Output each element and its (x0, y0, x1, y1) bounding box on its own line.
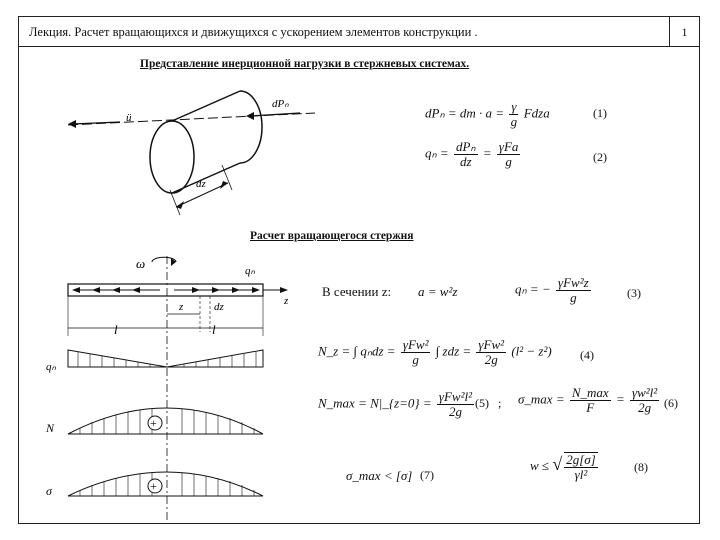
eq8-number: (8) (634, 460, 648, 474)
eq4-number: (4) (580, 348, 594, 362)
z-axis-label: z (284, 295, 289, 307)
eq3-number: (3) (627, 286, 641, 300)
dpn-label: dPₙ (272, 98, 289, 110)
eq2-fraction-2: $\frac{\text{γFa}}{g}$ (498, 139, 519, 169)
section2-title: Расчет вращающегося стержня (250, 230, 414, 242)
equation-8: w ≤ √ $\frac{2g[\sigma]}{\text{γl²}}$ (530, 452, 596, 482)
qn-top-label: qₙ (245, 265, 255, 277)
z-dim-label: z (179, 301, 184, 313)
dz-dim-label: dz (214, 301, 224, 313)
eq6-fraction-1: $\frac{N\_\max}{F}$ (571, 385, 609, 415)
eq2-number: (2) (593, 150, 607, 164)
page-number: 1 (669, 17, 699, 47)
eq2-lhs: qₙ = (425, 145, 449, 161)
equation-4: N_z = ∫ qₙdz = $\frac{\text{γFw²}}{g}$ ∫ zdz = $\frac{\text{γFw²}}{2g}$ (l² − z²) (318, 337, 552, 367)
n-row-label: N (46, 421, 55, 435)
svg-text:+: + (150, 416, 157, 430)
section1-title: Представление инерционной нагрузки в стержневых системах. (140, 58, 470, 70)
q-row-label: qₙ (46, 361, 56, 373)
u-label: ü (126, 112, 132, 124)
n-diagram (68, 408, 263, 434)
equation-6: σ_max = $\frac{N\_\max}{F}$ = $\frac{\text{γw²l²}}{2g}$ (518, 385, 658, 415)
header (19, 17, 699, 47)
eq2-fraction-1: $\frac{\text{dPₙ}}{dz}$ (455, 139, 476, 169)
eq7-number: (7) (420, 468, 434, 482)
eq3-fraction: $\frac{\text{γFw²z}}{g}$ (557, 275, 589, 305)
sigma-diagram (68, 472, 263, 496)
equation-1 (425, 100, 550, 129)
equation-7: σ_max < [σ] (346, 468, 413, 483)
equation-3: qₙ = − $\frac{\text{γFw²z}}{g}$ (515, 275, 589, 305)
rotating-rod-figure (40, 252, 300, 524)
eq5-separator: ; (498, 396, 502, 410)
q-diagram (68, 350, 263, 367)
svg-text:+: + (150, 479, 157, 493)
equation-5: N_max = N|_{z=0} = $\frac{\text{γFw²l²}}{2g}$ (318, 389, 473, 419)
eq4-fraction-1: $\frac{\text{γFw²}}{g}$ (402, 337, 429, 367)
eq6-fraction-2: $\frac{\text{γw²l²}}{2g}$ (631, 385, 658, 415)
eq3-prefix: В сечении z: (322, 284, 392, 299)
eq8-fraction: $\frac{2g[\sigma]}{\text{γl²}}$ (566, 452, 596, 482)
eq4-fraction-2: $\frac{\text{γFw²}}{2g}$ (478, 337, 505, 367)
eq3-acceleration: a = w²z (418, 284, 458, 299)
eq1-number: (1) (593, 106, 607, 120)
cylinder-figure (60, 75, 330, 225)
lecture-title: Лекция. Расчет вращающихся и движущихся с ускорением элементов конструкции . (29, 25, 478, 39)
omega-label: ω (136, 256, 146, 271)
cylinder-shape (150, 91, 262, 193)
eq1-rhs: Fdza (523, 105, 550, 121)
eq1-fraction: $\frac{\gamma}{g}$ (510, 99, 518, 129)
l-right-label: l (212, 322, 216, 337)
equation-2: qₙ = $\frac{\text{dPₙ}}{dz}$ = $\frac{\text{γFa}}{g}$ (425, 139, 519, 169)
eq5-fraction: $\frac{\text{γFw²l²}}{2g}$ (438, 389, 473, 419)
eq6-number: (6) (664, 396, 678, 410)
l-left-label: l (114, 322, 118, 337)
dz-label: dz (196, 178, 206, 190)
eq1-lhs: dPₙ = dm · a = (425, 105, 505, 121)
sigma-row-label: σ (46, 484, 52, 498)
eq5-number: (5) (475, 396, 489, 410)
